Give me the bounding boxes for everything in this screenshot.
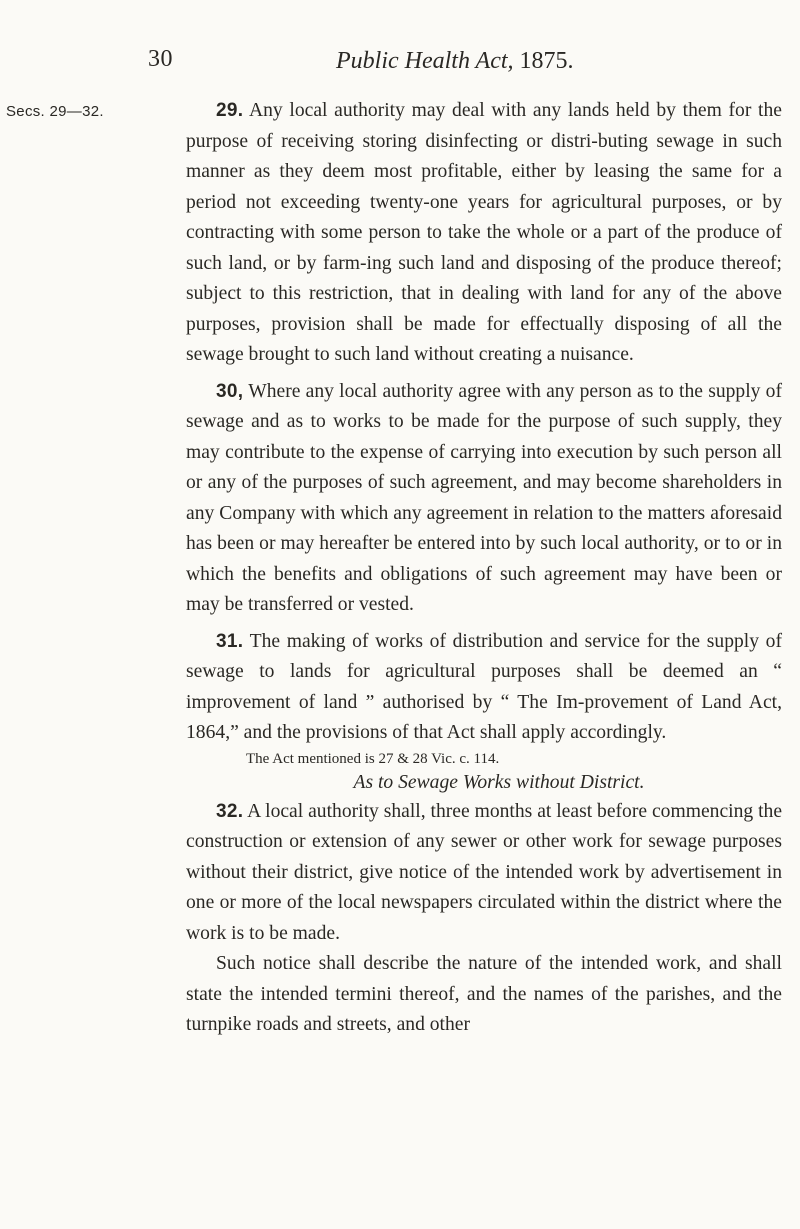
section-29: [186, 96, 782, 371]
section-32-continuation: Such notice shall describe the nature of the intended work, and shall state the intended termini thereof, and the names of the parishes, and the turnpike roads and streets, and other: [186, 953, 782, 1035]
section-number: 31.: [216, 630, 244, 652]
section-text: The making of works of distribution and service for the supply of sewage to lands for agricultural purposes shall be deemed an “ improvement of land ” authorised by “ The Im-provement of Land Act, 1864,” and the provisions of that Act shall apply accordingly.: [186, 630, 783, 743]
running-title-year: 1875.: [519, 48, 574, 74]
section-text: Any local authority may deal with any lands held by them for the purpose of receiving storing disinfecting or distri-buting sewage in such manner as they deem most profitable, either by leasing the same for a period not exceeding twenty-one years for agricultural purposes, or by contracting with some person to take the whole or a part of the produce of such land, or by farm-ing such land and disposing of the produce thereof; subject to this restriction, that in dealing with land for any of the above purposes, provision shall be made for effectually disposing of all the sewage brought to such land without creating a nuisance.: [186, 100, 782, 365]
page-number: 30: [148, 46, 173, 72]
section-subheading: As to Sewage Works without District.: [353, 771, 645, 793]
running-title: [336, 48, 574, 75]
section-number: 29.: [216, 100, 244, 121]
section-text: A local authority shall, three months at least before commencing the construction or extension of any sewer or other work for sewage purposes without their district, give notice of the intended work by advertisement in one or more of the local newspapers circulated within the district where the work is to be made.: [186, 800, 783, 944]
section-31: [186, 627, 782, 749]
section-text: Where any local authority agree with any person as to the supply of sewage and as to works to be made for the purpose of such supply, they may contribute to the expense of carrying into execution by such person all or any of the purposes of such agreement, and may become shareholders in any Company with which any agreement in relation to the matters aforesaid has been or may hereafter be entered into by such local authority, or to or in which the benefits and obligations of such agreement may have been or may be transferred or vested.: [186, 380, 783, 615]
section-number: 30,: [216, 380, 244, 402]
body-text: [186, 96, 782, 1041]
section-31-note: The Act mentioned is 27 & 28 Vic. c. 114.: [246, 750, 500, 767]
section-number: 32.: [216, 800, 244, 822]
margin-section-reference: Secs. 29—32.: [6, 103, 104, 120]
running-title-italic: Public Health Act,: [336, 48, 514, 74]
page-header: [0, 46, 800, 86]
section-32: [186, 797, 782, 950]
section-30: [186, 377, 782, 621]
